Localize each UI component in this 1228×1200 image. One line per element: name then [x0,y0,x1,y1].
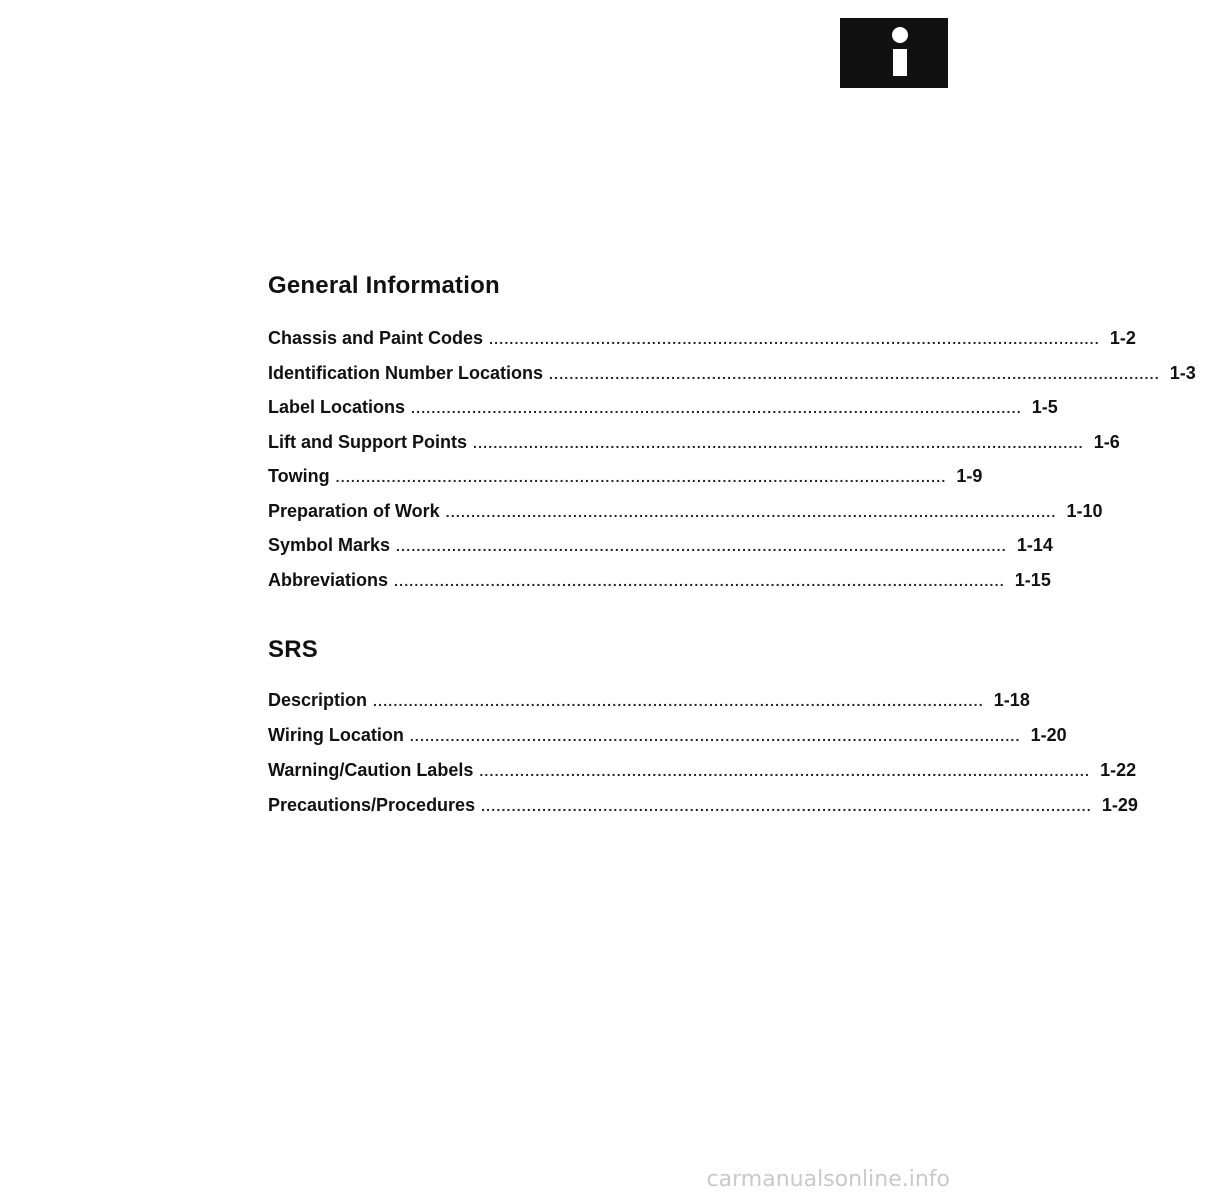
dot-leader: ........................................................................................................................ [479,763,1091,779]
entry-title: Preparation of Work [268,500,440,521]
table-of-contents [268,270,1196,830]
entry-page: 1-5 [1031,397,1058,417]
toc-entry[interactable] [268,535,1053,570]
section-tab-info [840,18,948,88]
toc-entry[interactable] [268,500,1103,536]
toc-entry[interactable] [268,725,1067,760]
toc-entry[interactable] [268,795,1138,830]
dot-leader: ........................................................................................................................ [394,572,1005,589]
entry-title: Wiring Location [268,725,404,745]
info-icon [840,18,948,88]
entry-page: 1-22 [1100,760,1137,780]
entry-title: Abbreviations [268,569,389,590]
section-heading-general-information: General Information [268,272,500,299]
entry-page: 1-18 [993,690,1030,710]
toc-entry[interactable] [268,431,1120,467]
entry-page: 1-20 [1030,725,1067,745]
entry-page: 1-3 [1169,362,1196,383]
dot-leader: ........................................................................................................................ [549,365,1160,382]
dot-leader: ........................................................................................................................ [335,469,947,485]
entry-page: 1-14 [1016,535,1053,555]
dot-leader: ........................................................................................................................ [409,728,1021,744]
entry-page: 1-2 [1109,328,1136,348]
dot-leader: ........................................................................................................................ [472,434,1084,451]
entry-title: Lift and Support Points [268,431,467,452]
toc-entry[interactable] [268,760,1137,795]
entry-title: Identification Number Locations [268,362,544,383]
toc-entry[interactable] [268,690,1030,725]
entry-title: Symbol Marks [268,535,391,555]
dot-leader: ........................................................................................................................ [445,503,1057,520]
toc-entry[interactable] [268,569,1051,605]
dot-leader: ........................................................................................................................ [373,693,984,709]
dot-leader: ........................................................................................................................ [396,538,1007,554]
entry-page: 1-29 [1101,795,1138,815]
general-information-list [268,328,1196,604]
entry-title: Chassis and Paint Codes [268,328,484,348]
toc-entry[interactable] [268,328,1136,363]
entry-title: Warning/Caution Labels [268,760,474,780]
dot-leader: ........................................................................................................................ [489,331,1100,347]
section-heading-srs: SRS [268,636,318,663]
entry-page: 1-6 [1093,431,1120,452]
toc-entry[interactable] [268,362,1196,398]
dot-leader: ........................................................................................................................ [481,798,1092,814]
entry-title: Description [268,690,368,710]
srs-list [268,690,1138,830]
entry-page: 1-9 [956,466,983,486]
entry-title: Label Locations [268,397,406,417]
entry-page: 1-10 [1066,500,1103,521]
toc-entry[interactable] [268,466,983,501]
entry-page: 1-15 [1014,569,1051,590]
dot-leader: ........................................................................................................................ [411,400,1022,416]
site-watermark: carmanualsonline.info [706,1167,950,1192]
entry-title: Precautions/Procedures [268,795,476,815]
entry-title: Towing [268,466,330,486]
toc-entry[interactable] [268,397,1058,432]
